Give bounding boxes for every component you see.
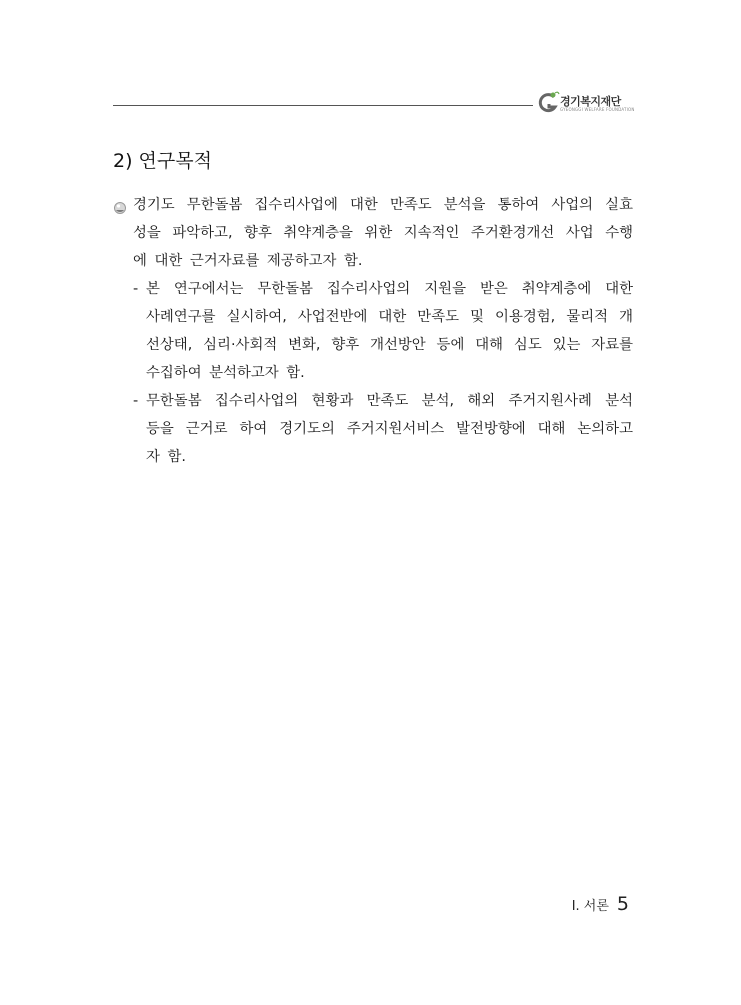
bullet-line: 성을 파악하고, 향후 취약계층을 위한 지속적인 주거환경개선 사업 수행 <box>133 225 633 241</box>
sub-item-line: 등을 근거로 하여 경기도의 주거지원서비스 발전방향에 대해 논의하고 <box>146 421 633 437</box>
sub-item-line: 자 함. <box>146 449 186 465</box>
header-rule <box>113 105 533 106</box>
section-title: 2) 연구목적 <box>113 150 212 172</box>
bullet-line: 에 대한 근거자료를 제공하고자 함. <box>133 253 363 269</box>
sub-item-dash: - <box>133 281 139 297</box>
bullet-icon <box>113 201 127 215</box>
foundation-logo-icon <box>536 90 560 116</box>
sub-item-line: 수집하여 분석하고자 함. <box>146 365 305 381</box>
page-footer <box>572 893 629 915</box>
foundation-logo <box>536 90 636 118</box>
logo-subtitle: GYEONGGI WELFARE FOUNDATION <box>560 107 635 112</box>
sub-item-line: 사례연구를 실시하여, 사업전반에 대한 만족도 및 이용경험, 물리적 개 <box>146 309 633 325</box>
bullet-line: 경기도 무한돌봄 집수리사업에 대한 만족도 분석을 통하여 사업의 실효 <box>133 197 633 213</box>
sub-item-line: 본 연구에서는 무한돌봄 집수리사업의 지원을 받은 취약계층에 대한 <box>146 281 633 297</box>
sub-item-line: 선상태, 심리·사회적 변화, 향후 개선방안 등에 대해 심도 있는 자료를 <box>146 337 633 353</box>
sub-item-dash: - <box>133 393 139 409</box>
chapter-label: Ⅰ. 서론 <box>571 899 609 914</box>
sub-item-line: 무한돌봄 집수리사업의 현황과 만족도 분석, 해외 주거지원사례 분석 <box>146 393 633 409</box>
page-number: 5 <box>616 893 629 915</box>
logo-name: 경기복지재단 <box>560 95 621 108</box>
